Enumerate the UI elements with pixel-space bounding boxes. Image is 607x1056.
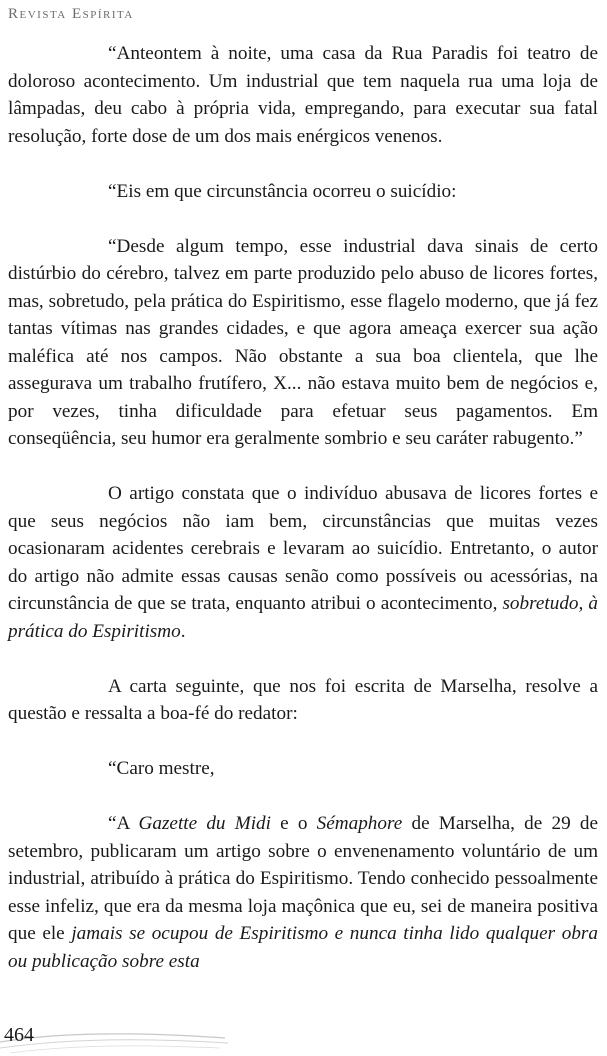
paragraph-4-end: . <box>180 620 186 642</box>
paragraph-7 <box>8 810 598 975</box>
paragraph-7-b: e o <box>270 813 317 834</box>
running-head: Revista Espírita <box>8 6 134 22</box>
paragraph-6: “Caro mestre, <box>108 758 215 779</box>
paragraph-4-emphasis: sobretudo, à prática do Espiritismo <box>8 593 598 642</box>
decorative-swoosh <box>0 1028 230 1056</box>
paragraph-4 <box>8 480 598 645</box>
paragraph-2: “Eis em que circunstância ocorreu o suicídio: <box>108 180 457 202</box>
paragraph-7-c: de Marselha, de 29 de setembro, publicaram um artigo sobre o envenenamento voluntário de um industrial, atribuído à prática do Espiritismo. Tendo conhecido pessoalmente esse infeliz, que era da mesma loja maçônica que eu, sei de maneira positiva que ele <box>8 813 598 944</box>
paragraph-7-emphasis: jamais se ocupou de Espiritismo e nunca tinha lido qualquer obra ou publicação sobre esta <box>8 923 598 972</box>
page-number: 464 <box>4 1024 34 1046</box>
body-text <box>8 40 598 975</box>
paragraph-4-text: O artigo constata que o indivíduo abusava de licores fortes e que seus negócios não iam bem, circunstâncias que muitas vezes ocasionaram acidentes cerebrais e levaram ao suicídio. Entretanto, o autor do artigo não admite essas causas senão como possíveis ou acessórias, na circunstância de que se trata, enquanto atribui o acontecimento, <box>8 483 598 614</box>
gazette-title: Gazette du Midi <box>138 813 271 834</box>
paragraph-5: A carta seguinte, que nos foi escrita de Marselha, resolve a questão e ressalta a boa-fé do redator: <box>8 675 598 724</box>
paragraph-1: “Anteontem à noite, uma casa da Rua Paradis foi teatro de doloroso acontecimento. Um industrial que tem naquela rua uma loja de lâmpadas, deu cabo à própria vida, empregando, para executar sua fatal resolução, forte dose de um dos mais enérgicos venenos. <box>8 43 598 147</box>
semaphore-title: Sémaphore <box>316 813 403 834</box>
paragraph-7-a: “A <box>108 813 139 834</box>
paragraph-3: “Desde algum tempo, esse industrial dava sinais de certo distúrbio do cérebro, talvez em parte produzido pelo abuso de licores fortes, mas, sobretudo, pela prática do Espiritismo, esse flagelo moderno, que já fez tantas vítimas nas grandes cidades, e que agora ameaça exercer sua ação maléfica até nos campos. Não obstante a sua boa clientela, que lhe assegurava um trabalho frutífero, X... não estava muito bem de negócios e, por vezes, tinha dificuldade para efetuar seus pagamentos. Em conseqüência, seu humor era geralmente sombrio e seu caráter rabugento.” <box>8 235 598 449</box>
